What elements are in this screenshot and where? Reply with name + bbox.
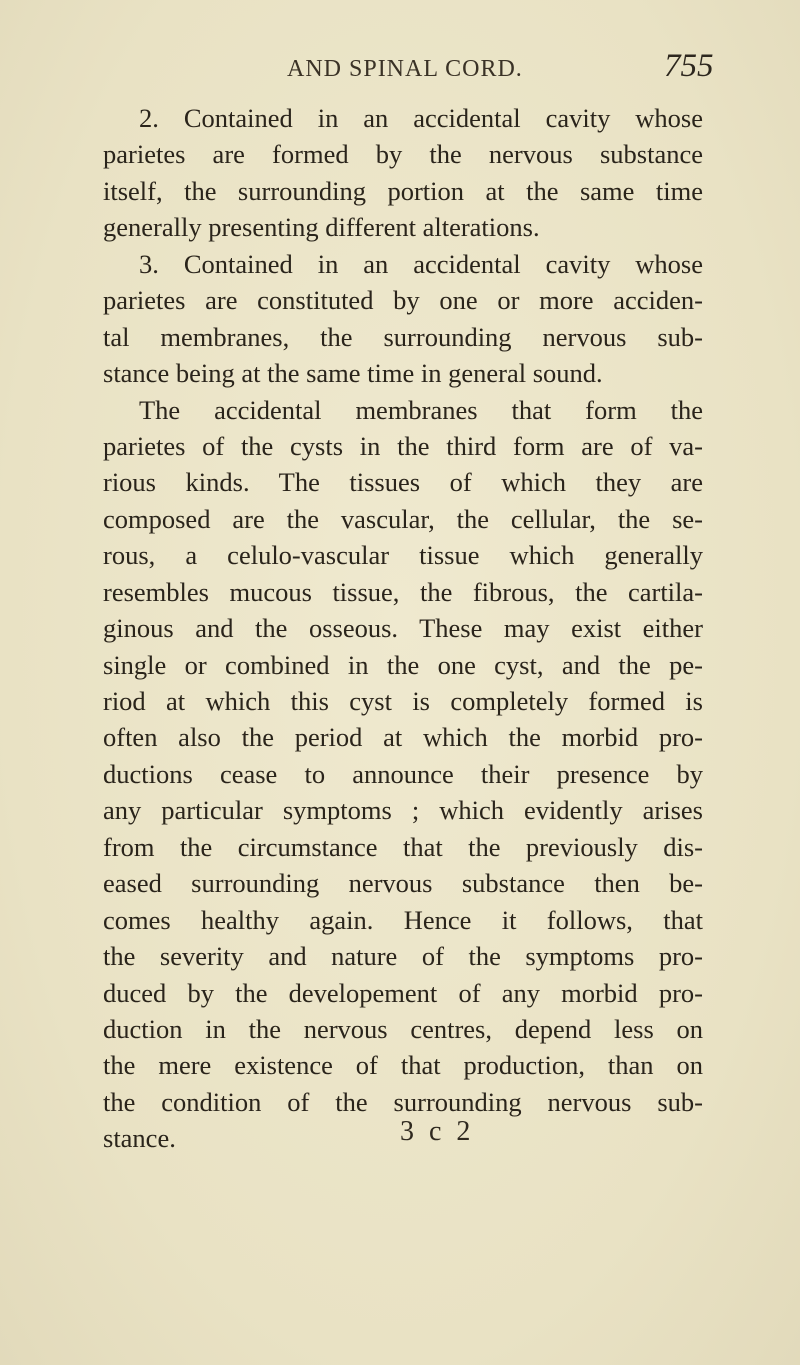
text-line: comes healthy again. Hence it follows, that <box>103 904 703 935</box>
text-line: parietes are formed by the nervous substance <box>103 139 703 170</box>
text-line: tal membranes, the surrounding nervous sub- <box>103 321 703 352</box>
text-line: parietes are constituted by one or more acciden- <box>103 285 703 316</box>
text-line: often also the period at which the morbid pro- <box>103 722 703 753</box>
text-line: 3. Contained in an accidental cavity whose <box>139 248 703 279</box>
text-line: 2. Contained in an accidental cavity whose <box>139 103 703 133</box>
page-number: 755 <box>664 48 714 84</box>
text-line: duction in the nervous centres, depend less on <box>103 1013 703 1044</box>
text-line: any particular symptoms ; which evidently arises <box>103 795 703 826</box>
text-line: the severity and nature of the symptoms pro- <box>103 941 703 972</box>
text-line: from the circumstance that the previously dis- <box>103 831 703 862</box>
body-text <box>103 100 703 1157</box>
text-line: The accidental membranes that form the <box>139 394 703 425</box>
text-line: itself, the surrounding portion at the same time <box>103 175 703 206</box>
text-line: rous, a celulo-vascular tissue which generally <box>103 540 703 571</box>
page-header <box>0 48 800 92</box>
text-line: composed are the vascular, the cellular, the se- <box>103 503 703 534</box>
text-line: rious kinds. The tissues of which they are <box>103 467 703 498</box>
text-line: generally presenting different alterations. <box>103 212 540 243</box>
text-line: parietes of the cysts in the third form are of va- <box>103 430 703 461</box>
text-line: the condition of the surrounding nervous sub- <box>103 1086 703 1117</box>
text-line: ginous and the osseous. These may exist either <box>103 613 703 644</box>
text-line: duced by the developement of any morbid pro- <box>103 977 703 1008</box>
text-line: ductions cease to announce their presence by <box>103 758 703 789</box>
text-line: stance. <box>103 1123 176 1154</box>
text-line: stance being at the same time in general sound. <box>103 358 603 389</box>
text-line: resembles mucous tissue, the fibrous, the cartila- <box>103 576 703 607</box>
text-line: riod at which this cyst is completely formed is <box>103 686 703 716</box>
text-line: single or combined in the one cyst, and the pe- <box>103 649 703 680</box>
text-line: the mere existence of that production, than on <box>103 1050 703 1081</box>
signature-mark: 3 c 2 <box>400 1116 475 1147</box>
text-line: eased surrounding nervous substance then be- <box>103 868 703 899</box>
running-head: AND SPINAL CORD. <box>287 56 523 82</box>
